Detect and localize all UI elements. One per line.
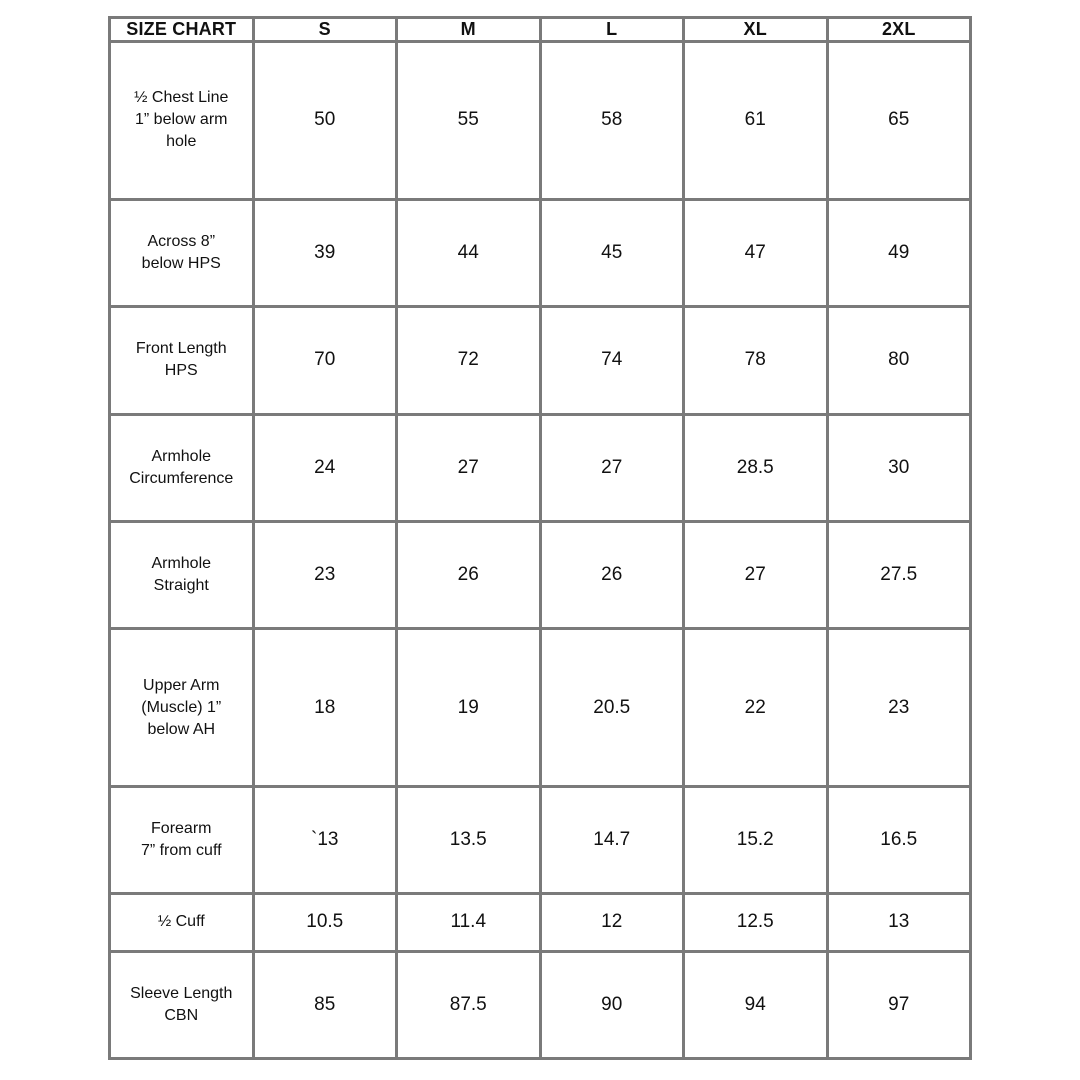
measurement-value: 23 [253,521,397,628]
measurement-value: 23 [827,629,971,787]
measurement-value: 26 [397,521,541,628]
size-column-header: M [397,18,541,42]
measurement-value: 87.5 [397,951,541,1058]
measurement-value: 28.5 [684,414,828,521]
measurement-value: 47 [684,199,828,306]
table-row [110,894,971,951]
measurement-value: 97 [827,951,971,1058]
measurement-value: 90 [540,951,684,1058]
measurement-value: 58 [540,42,684,200]
measurement-value: 45 [540,199,684,306]
measurement-value: 30 [827,414,971,521]
table-row [110,307,971,414]
measurement-label: ½ Cuff [110,894,254,951]
measurement-value: 50 [253,42,397,200]
measurement-value: 19 [397,629,541,787]
size-chart-header [110,18,971,42]
measurement-value: 12 [540,894,684,951]
measurement-label: Armhole Straight [110,521,254,628]
measurement-value: 78 [684,307,828,414]
measurement-label: Armhole Circumference [110,414,254,521]
measurement-value: `13 [253,787,397,894]
measurement-value: 70 [253,307,397,414]
size-column-header: 2XL [827,18,971,42]
measurement-value: 22 [684,629,828,787]
measurement-value: 49 [827,199,971,306]
header-row [110,18,971,42]
measurement-value: 27.5 [827,521,971,628]
measurement-value: 26 [540,521,684,628]
measurement-value: 14.7 [540,787,684,894]
measurement-value: 61 [684,42,828,200]
measurement-value: 10.5 [253,894,397,951]
measurement-label: Upper Arm (Muscle) 1” below AH [110,629,254,787]
table-row [110,414,971,521]
table-row [110,951,971,1058]
measurement-value: 55 [397,42,541,200]
measurement-label: Sleeve Length CBN [110,951,254,1058]
table-row [110,42,971,200]
table-row [110,521,971,628]
measurement-label: Forearm 7” from cuff [110,787,254,894]
measurement-value: 27 [684,521,828,628]
measurement-value: 13.5 [397,787,541,894]
size-column-header: L [540,18,684,42]
measurement-label: ½ Chest Line 1” below arm hole [110,42,254,200]
measurement-value: 94 [684,951,828,1058]
measurement-value: 18 [253,629,397,787]
size-chart-body [110,42,971,1059]
measurement-value: 74 [540,307,684,414]
measurement-value: 65 [827,42,971,200]
measurement-value: 72 [397,307,541,414]
measurement-value: 20.5 [540,629,684,787]
table-row [110,199,971,306]
measurement-value: 44 [397,199,541,306]
size-chart-title: SIZE CHART [110,18,254,42]
size-column-header: S [253,18,397,42]
measurement-value: 27 [540,414,684,521]
measurement-value: 80 [827,307,971,414]
measurement-value: 15.2 [684,787,828,894]
measurement-value: 24 [253,414,397,521]
measurement-value: 16.5 [827,787,971,894]
measurement-value: 11.4 [397,894,541,951]
measurement-value: 85 [253,951,397,1058]
size-column-header: XL [684,18,828,42]
measurement-value: 12.5 [684,894,828,951]
measurement-label: Front Length HPS [110,307,254,414]
size-chart-table [108,16,972,1060]
measurement-value: 27 [397,414,541,521]
table-row [110,787,971,894]
measurement-label: Across 8” below HPS [110,199,254,306]
measurement-value: 13 [827,894,971,951]
measurement-value: 39 [253,199,397,306]
table-row [110,629,971,787]
